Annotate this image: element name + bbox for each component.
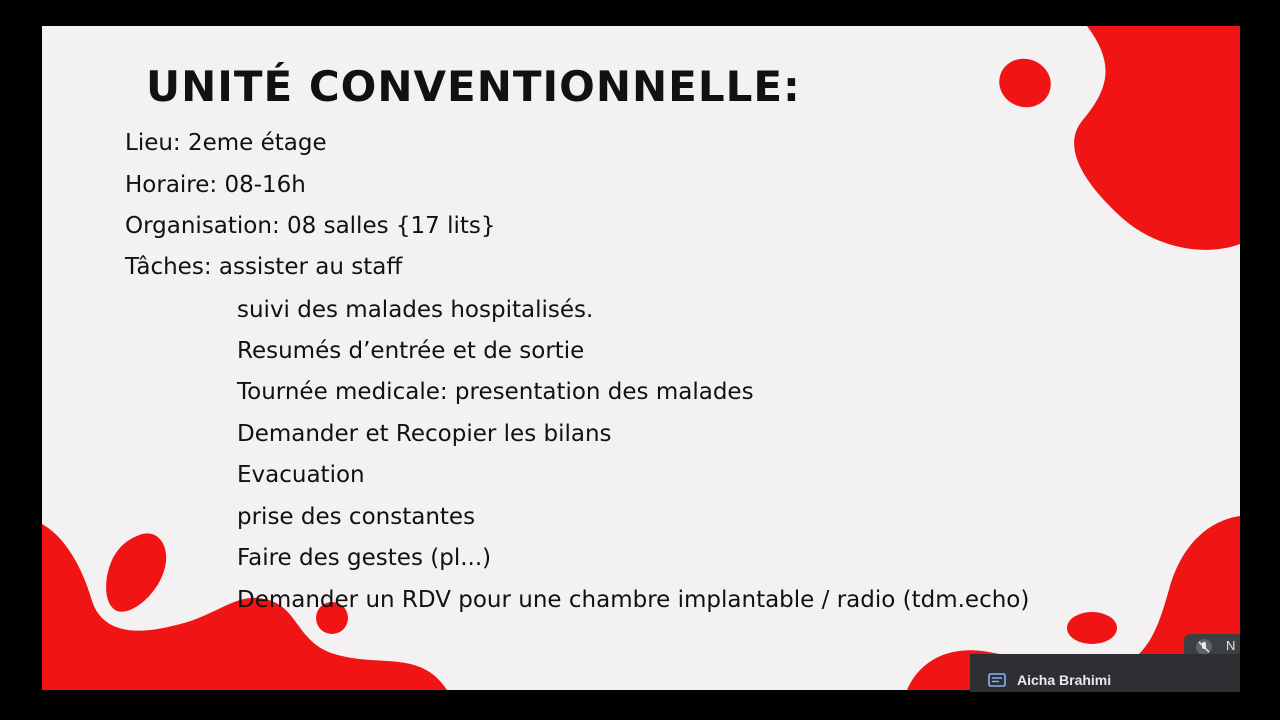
blob-bottom-left-drop [106, 533, 166, 611]
tile-label: N [1226, 638, 1236, 653]
info-schedule: Horaire: 08-16h [125, 172, 306, 198]
slide-title: UNITÉ CONVENTIONNELLE: [146, 62, 801, 111]
blob-bottom-right-drop [1067, 612, 1117, 644]
task-item: prise des constantes [237, 504, 476, 530]
presentation-slide [42, 26, 1240, 690]
participant-name: Aicha Brahimi [1017, 672, 1112, 688]
info-location: Lieu: 2eme étage [125, 130, 327, 156]
info-organisation: Organisation: 08 salles {17 lits} [125, 213, 496, 239]
blob-small-drop [992, 52, 1057, 115]
info-tasks: Tâches: assister au staff [125, 254, 403, 280]
task-item: Evacuation [237, 462, 365, 488]
task-item: Demander et Recopier les bilans [237, 421, 612, 447]
blob-top-right [1074, 26, 1240, 250]
task-item: Resumés d’entrée et de sortie [237, 338, 585, 364]
chat-icon[interactable] [988, 673, 1006, 687]
task-item: Faire des gestes (pl...) [237, 545, 492, 571]
task-item: suivi des malades hospitalisés. [237, 297, 594, 323]
task-item: Demander un RDV pour une chambre implantable / radio (tdm.echo) [237, 587, 1030, 613]
task-item: Tournée medicale: presentation des malades [237, 379, 754, 405]
